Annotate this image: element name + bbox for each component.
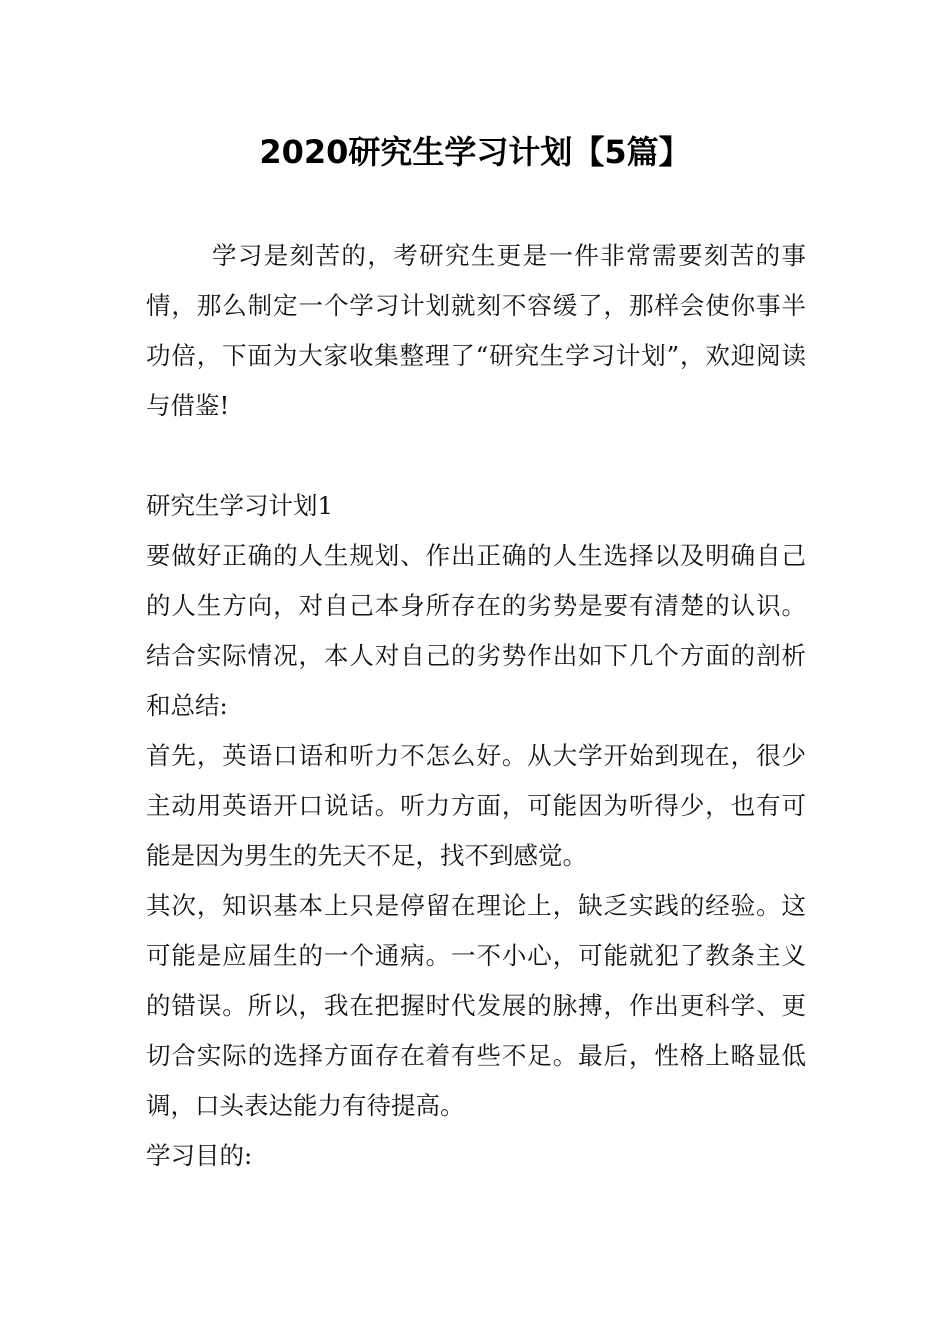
paragraph-2: 首先，英语口语和听力不怎么好。从大学开始到现在，很少主动用英语开口说话。听力方面，可能因为听得少，也有可能是因为男生的先天不足，找不到感觉。 (146, 741, 806, 870)
section-1 (146, 481, 806, 1181)
paragraph-1: 要做好正确的人生规划、作出正确的人生选择以及明确自己的人生方向，对自己本身所存在的劣势是要有清楚的认识。结合实际情况，本人对自己的劣势作出如下几个方面的剖析和总结: (146, 541, 806, 720)
document-title: 2020研究生学习计划【5篇】 (259, 133, 691, 171)
section-heading: 研究生学习计划1 (146, 491, 334, 520)
intro-paragraph: 学习是刻苦的，考研究生更是一件非常需要刻苦的事情，那么制定一个学习计划就刻不容缓了，那样会使你事半功倍，下面为大家收集整理了“研究生学习计划”，欢迎阅读与借鉴! (146, 241, 806, 420)
paragraph-3: 其次，知识基本上只是停留在理论上，缺乏实践的经验。这可能是应届生的一个通病。一不小心，可能就犯了教条主义的错误。所以，我在把握时代发展的脉搏，作出更科学、更切合实际的选择方面存在着有些不足。最后，性格上略显低调，口头表达能力有待提高。 (146, 891, 806, 1120)
paragraph-4: 学习目的: (146, 1141, 253, 1170)
